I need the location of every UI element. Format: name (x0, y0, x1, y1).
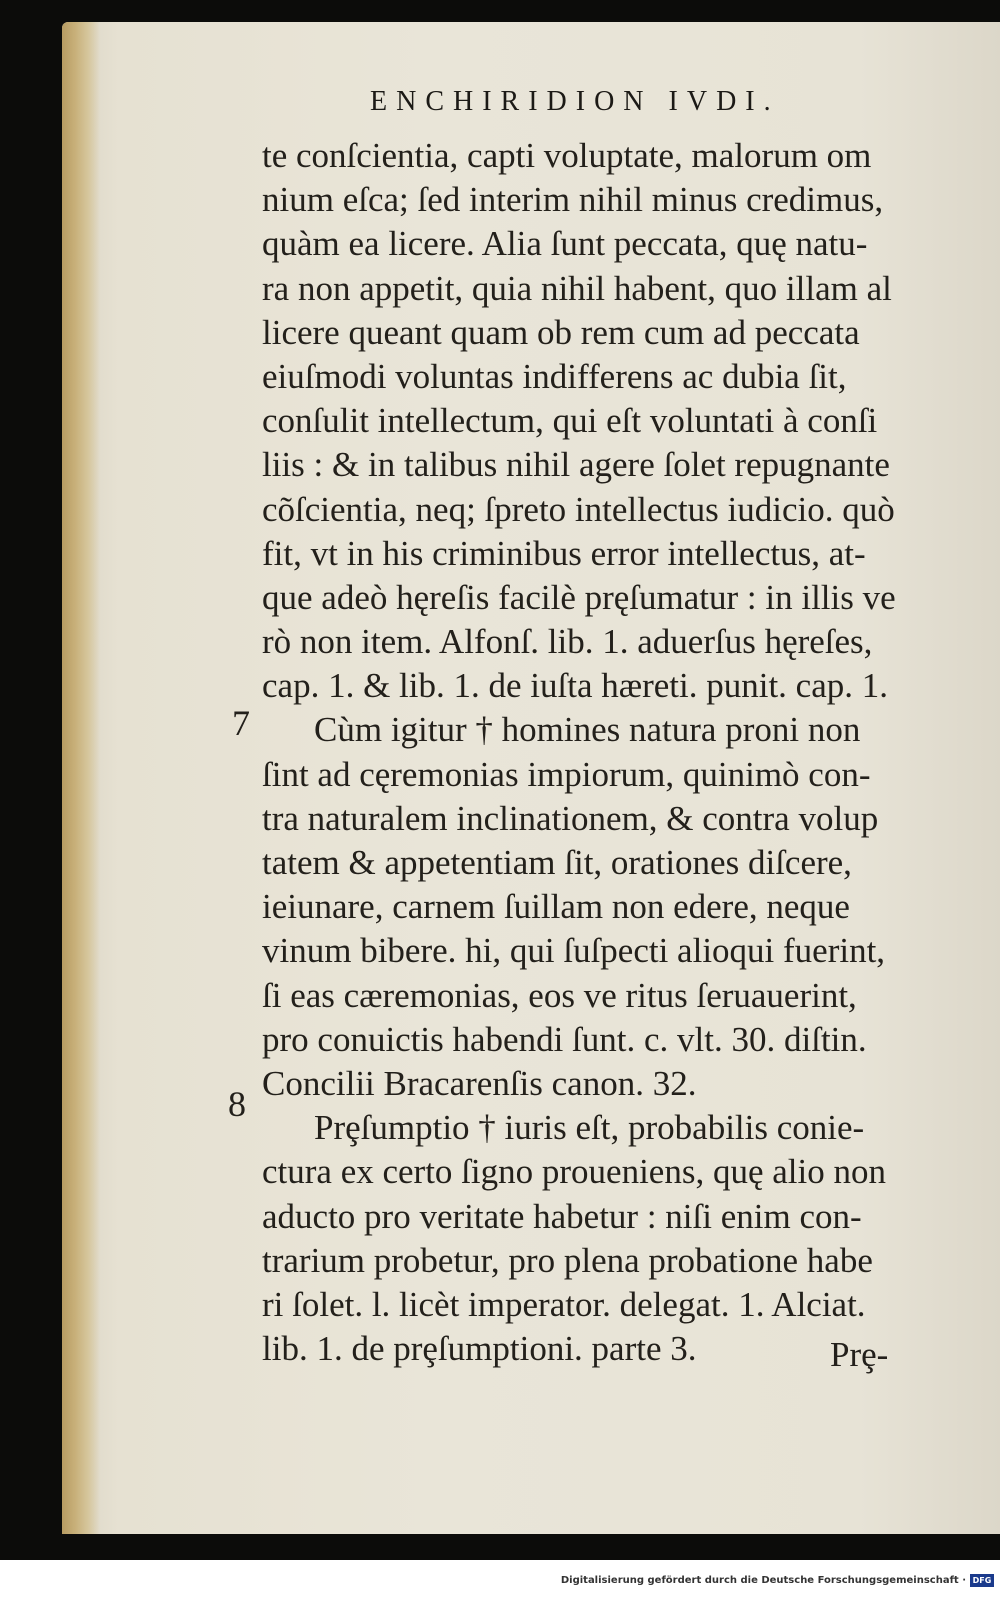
dfg-logo: DFG (970, 1574, 994, 1587)
text-line: rò non item. Alfonſ. lib. 1. aduerſus hęreſes, (262, 622, 873, 662)
page-text (262, 134, 982, 1371)
text-line: nium eſca; ſed interim nihil minus credimus, (262, 180, 884, 220)
text-line: vinum bibere. hi, qui ſuſpecti alioqui fuerint, (262, 931, 886, 971)
text-line: tra naturalem inclinationem, & contra volup (262, 798, 879, 838)
text-line: te conſcientia, capti voluptate, malorum om (262, 136, 872, 175)
page-edge (62, 22, 100, 1534)
text-line: liis : & in talibus nihil agere ſolet repugnante (262, 445, 890, 485)
text-line: lib. 1. de prȩſumptioni. parte 3. (262, 1329, 697, 1369)
text-line: cõſcientia, neq; ſpreto intellectus iudicio. quò (262, 489, 895, 529)
text-line: ſi eas cæremonias, eos ve ritus ſeruauerint, (262, 975, 857, 1015)
text-line: cap. 1. & lib. 1. de iuſta hæreti. punit. cap. 1. (262, 666, 888, 706)
running-title: ENCHIRIDION IVDI. (370, 86, 780, 117)
text-line: pro conuictis habendi ſunt. c. vlt. 30. diſtin. (262, 1019, 867, 1059)
text-line: ieiunare, carnem ſuillam non edere, neque (262, 887, 850, 927)
paragraph-number: 7 (232, 703, 250, 743)
text-line: eiuſmodi voluntas indifferens ac dubia ſit, (262, 356, 847, 396)
text-line: fit, vt in his criminibus error intellectus, at- (262, 533, 866, 573)
text-line: conſulit intellectum, qui eſt voluntati à conſi (262, 401, 878, 441)
paragraph-number: 8 (228, 1084, 246, 1124)
text-line: tatem & appetentiam ſit, orationes diſcere, (262, 843, 852, 882)
catchword: Prȩ- (830, 1335, 889, 1374)
text-line: Concilii Bracarenſis canon. 32. (262, 1063, 697, 1103)
text-line: ctura ex certo ſigno proueniens, quę alio non (262, 1152, 886, 1192)
text-line: Cùm igitur † homines natura proni non (314, 710, 861, 750)
text-line: Prȩſumptio † iuris eſt, probabilis conie- (314, 1108, 865, 1148)
text-line: ra non appetit, quia nihil habent, quo illam al (262, 268, 892, 308)
text-line: trarium probetur, pro plena probatione habe (262, 1240, 873, 1280)
text-line: ſint ad cęremonias impiorum, quinimò con- (262, 754, 871, 794)
text-line: ri ſolet. l. licèt imperator. delegat. 1. Alciat. (262, 1284, 866, 1324)
funding-credit: Digitalisierung gefördert durch die Deutsche Forschungsgemeinschaft · (560, 1575, 966, 1586)
text-line: que adeò hęreſis facilè pręſumatur : in illis ve (262, 577, 896, 617)
text-line: quàm ea licere. Alia ſunt peccata, quę natu- (262, 224, 868, 264)
text-line: aducto pro veritate habetur : niſi enim con- (262, 1196, 862, 1236)
text-line: licere queant quam ob rem cum ad peccata (262, 312, 860, 352)
